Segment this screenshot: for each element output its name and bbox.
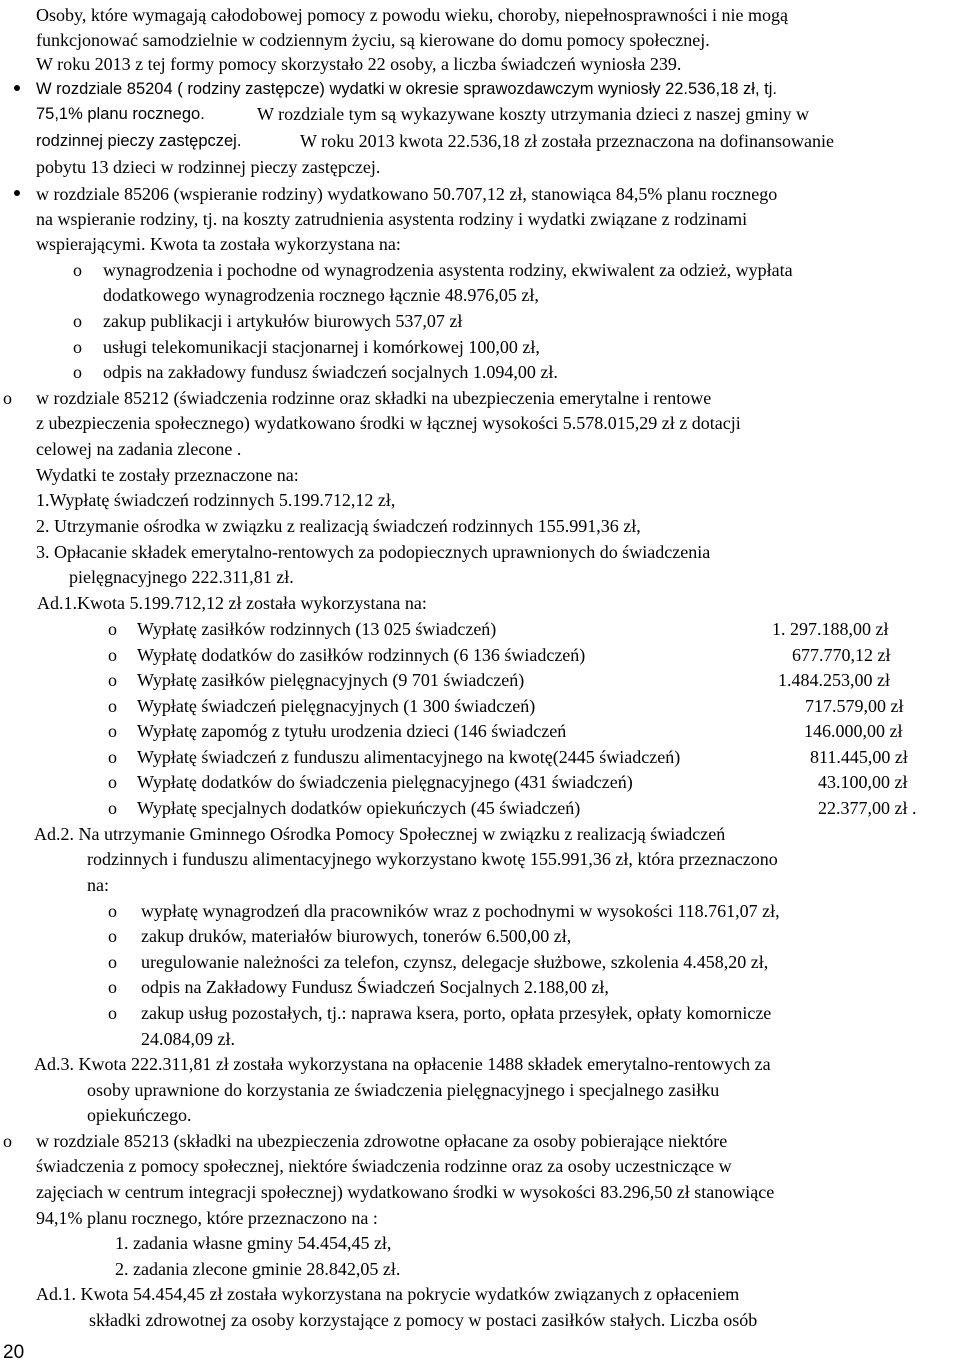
text-line: świadczenia z pomocy społecznej, niektóre świadczenia rodzinne oraz za osoby uczestniczące w — [36, 1156, 732, 1176]
page-number: 20 — [3, 1342, 25, 1363]
text-line: rodzinnych i funduszu alimentacyjnego wykorzystano kwotę 155.991,36 zł, która przeznaczono — [87, 849, 778, 869]
text-line: z ubezpieczenia społecznego) wydatkowano środki w łącznej wysokości 5.578.015,29 zł z dotacji — [36, 413, 741, 433]
circle-marker-icon: o — [108, 926, 117, 946]
text-line: Ad.1.Kwota 5.199.712,12 zł została wykorzystana na: — [37, 593, 427, 613]
text-line: składki zdrowotnej za osoby korzystające z pomocy w postaci zasiłków stałych. Liczba osób — [89, 1310, 758, 1330]
amount-value: 717.579,00 zł — [805, 696, 904, 716]
amount-value: 677.770,12 zł — [792, 645, 891, 665]
circle-marker-icon: o — [108, 977, 117, 997]
text-line: 2. Utrzymanie ośrodka w związku z realizacją świadczeń rodzinnych 155.991,36 zł, — [36, 516, 641, 536]
text-line: osoby uprawnione do korzystania ze świadczenia pielęgnacyjnego i specjalnego zasiłku — [87, 1080, 720, 1100]
bullet-icon — [14, 190, 20, 196]
text-line: W rozdziale tym są wykazywane koszty utrzymania dzieci z naszej gminy w — [257, 104, 809, 124]
amount-value: 1. 297.188,00 zł — [772, 619, 889, 639]
text-line: 75,1% planu rocznego. — [36, 105, 205, 123]
bullet-icon — [14, 85, 20, 91]
text-line: dodatkowego wynagrodzenia rocznego łącznie 48.976,05 zł, — [103, 285, 539, 305]
text-line: pielęgnacyjnego 222.311,81 zł. — [69, 567, 294, 587]
text-line: zajęciach w centrum integracji społecznej) wydatkowano środki w wysokości 83.296,50 zł stanowiące — [36, 1182, 775, 1202]
text-line: 94,1% planu rocznego, które przeznaczono na : — [36, 1208, 378, 1228]
circle-marker-icon: o — [108, 747, 117, 767]
text-line: wynagrodzenia i pochodne od wynagrodzenia asystenta rodziny, ekwiwalent za odzież, wypłata — [103, 260, 793, 280]
circle-marker-icon: o — [108, 696, 117, 716]
text-line: Wypłatę zapomóg z tytułu urodzenia dzieci (146 świadczeń — [137, 721, 567, 741]
text-line: funkcjonować samodzielnie w codziennym życiu, są kierowane do domu pomocy społecznej. — [36, 30, 710, 50]
text-line: Wypłatę zasiłków rodzinnych (13 025 świadczeń) — [137, 619, 497, 639]
circle-marker-icon: o — [108, 798, 117, 818]
circle-marker-icon: o — [108, 952, 117, 972]
text-line: zakup druków, materiałów biurowych, tonerów 6.500,00 zł, — [141, 926, 572, 946]
circle-marker-icon: o — [108, 670, 117, 690]
amount-value: 146.000,00 zł — [804, 721, 903, 741]
circle-marker-icon: o — [3, 1131, 12, 1151]
circle-marker-icon: o — [108, 721, 117, 741]
text-line: 24.084,09 zł. — [141, 1029, 235, 1049]
text-line: W rozdziale 85204 ( rodziny zastępcze) wydatki w okresie sprawozdawczym wyniosły 22.536,18 zł, tj. — [36, 80, 777, 98]
text-line: Wypłatę specjalnych dodatków opiekuńczych (45 świadczeń) — [137, 798, 581, 818]
circle-marker-icon: o — [108, 772, 117, 792]
text-line: zakup publikacji i artykułów biurowych 537,07 zł — [103, 311, 463, 331]
amount-value: 811.445,00 zł — [810, 747, 908, 767]
text-line: pobytu 13 dzieci w rodzinnej pieczy zastępczej. — [36, 157, 381, 177]
circle-marker-icon: o — [108, 1003, 117, 1023]
circle-marker-icon: o — [108, 619, 117, 639]
text-line: Ad.1. Kwota 54.454,45 zł została wykorzystana na pokrycie wydatków związanych z opłaceniem — [36, 1284, 740, 1304]
amount-value: 1.484.253,00 zł — [778, 670, 890, 690]
text-line: opiekuńczego. — [87, 1105, 192, 1125]
text-line: Wydatki te zostały przeznaczone na: — [36, 465, 299, 485]
text-line: 2. zadania zlecone gminie 28.842,05 zł. — [115, 1259, 401, 1279]
circle-marker-icon: o — [108, 901, 117, 921]
text-line: rodzinnej pieczy zastępczej. — [36, 132, 242, 150]
text-line: Wypłatę świadczeń pielęgnacyjnych (1 300 świadczeń) — [137, 696, 536, 716]
text-line: Ad.3. Kwota 222.311,81 zł została wykorzystana na opłacenie 1488 składek emerytalno-rentowych za — [34, 1054, 771, 1074]
text-line: zakup usług pozostałych, tj.: naprawa ksera, porto, opłata przesyłek, opłaty komornicze — [141, 1003, 772, 1023]
circle-marker-icon: o — [73, 260, 82, 280]
circle-marker-icon: o — [3, 388, 12, 408]
text-line: W roku 2013 kwota 22.536,18 zł została przeznaczona na dofinansowanie — [300, 131, 834, 151]
text-line: celowej na zadania zlecone . — [36, 439, 242, 459]
circle-marker-icon: o — [108, 645, 117, 665]
text-line: 3. Opłacanie składek emerytalno-rentowych za podopiecznych uprawnionych do świadczenia — [36, 542, 711, 562]
circle-marker-icon: o — [73, 337, 82, 357]
text-line: w rozdziale 85206 (wspieranie rodziny) wydatkowano 50.707,12 zł, stanowiąca 84,5% planu rocznego — [36, 184, 778, 204]
text-line: uregulowanie należności za telefon, czynsz, delegacje służbowe, szkolenia 4.458,20 zł, — [141, 952, 769, 972]
text-line: w rozdziale 85213 (składki na ubezpieczenia zdrowotne opłacane za osoby pobierające niektóre — [36, 1131, 728, 1151]
circle-marker-icon: o — [73, 311, 82, 331]
text-line: Wypłatę dodatków do świadczenia pielęgnacyjnego (431 świadczeń) — [137, 772, 633, 792]
circle-marker-icon: o — [73, 362, 82, 382]
text-line: Wypłatę zasiłków pielęgnacyjnych (9 701 świadczeń) — [137, 670, 525, 690]
text-line: Osoby, które wymagają całodobowej pomocy z powodu wieku, choroby, niepełnosprawności i nie mogą — [36, 5, 788, 25]
text-line: odpis na zakładowy fundusz świadczeń socjalnych 1.094,00 zł. — [103, 362, 558, 382]
text-line: Wypłatę świadczeń z funduszu alimentacyjnego na kwotę(2445 świadczeń) — [137, 747, 681, 767]
text-line: Ad.2. Na utrzymanie Gminnego Ośrodka Pomocy Społecznej w związku z realizacją świadczeń — [34, 824, 726, 844]
amount-value: 22.377,00 zł . — [818, 798, 917, 818]
text-line: na wspieranie rodziny, tj. na koszty zatrudnienia asystenta rodziny i wydatki związane z rodzinami — [36, 209, 748, 229]
text-line: Wypłatę dodatków do zasiłków rodzinnych (6 136 świadczeń) — [137, 645, 586, 665]
text-line: odpis na Zakładowy Fundusz Świadczeń Socjalnych 2.188,00 zł, — [141, 977, 609, 997]
text-line: wspierającymi. Kwota ta została wykorzystana na: — [36, 234, 401, 254]
text-line: w rozdziale 85212 (świadczenia rodzinne oraz składki na ubezpieczenia emerytalne i rentowe — [36, 388, 712, 408]
text-line: na: — [87, 875, 109, 895]
text-line: 1.Wypłatę świadczeń rodzinnych 5.199.712,12 zł, — [36, 490, 396, 510]
amount-value: 43.100,00 zł — [818, 772, 908, 792]
text-line: usługi telekomunikacji stacjonarnej i komórkowej 100,00 zł, — [103, 337, 540, 357]
text-line: 1. zadania własne gminy 54.454,45 zł, — [115, 1233, 392, 1253]
text-line: W roku 2013 z tej formy pomocy skorzystało 22 osoby, a liczba świadczeń wyniosła 239. — [36, 54, 682, 74]
text-line: wypłatę wynagrodzeń dla pracowników wraz z pochodnymi w wysokości 118.761,07 zł, — [141, 901, 780, 921]
